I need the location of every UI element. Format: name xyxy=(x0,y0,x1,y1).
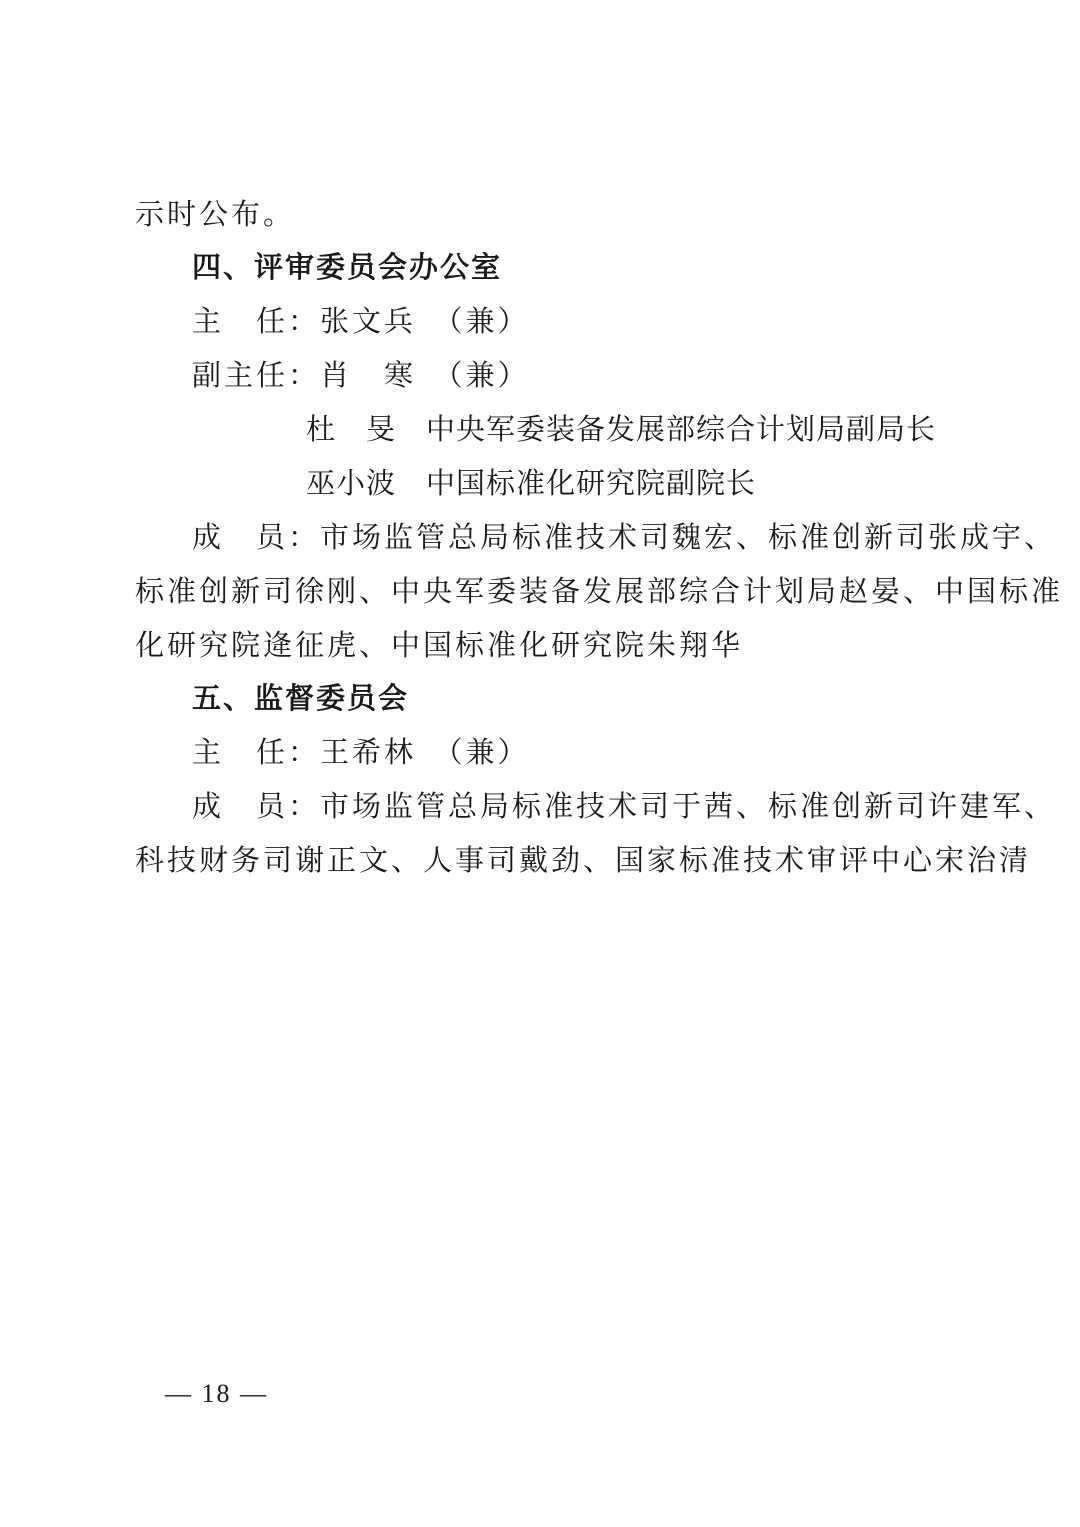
continuation-line: 示时公布。 xyxy=(135,197,296,231)
section-5-heading: 五、监督委员会 xyxy=(192,681,410,715)
section-4-deputy-1: 副主任：肖 寒 （兼） xyxy=(192,358,530,392)
section-4-members-line-3: 化研究院逄征虎、中国标准化研究院朱翔华 xyxy=(135,628,744,662)
section-5-members-line-2: 科技财务司谢正文、人事司戴劲、国家标准技术审评中心宋治清 xyxy=(135,843,1032,877)
section-4-heading: 四、评审委员会办公室 xyxy=(192,250,503,284)
section-4-director: 主 任：张文兵 （兼） xyxy=(192,304,530,338)
page-number: — 18 — xyxy=(165,1379,268,1408)
section-4-deputy-2: 杜 旻 中央军委装备发展部综合计划局副局长 xyxy=(306,412,937,446)
section-5-members-line-1: 成 员：市场监管总局标准技术司于茜、标准创新司许建军、 xyxy=(192,789,1057,823)
section-4-members-line-2: 标准创新司徐刚、中央军委装备发展部综合计划局赵晏、中国标准 xyxy=(135,574,1064,608)
section-4-members-line-1: 成 员：市场监管总局标准技术司魏宏、标准创新司张成宇、 xyxy=(192,520,1057,554)
section-5-director: 主 任：王希林 （兼） xyxy=(192,735,530,769)
section-4-deputy-3: 巫小波 中国标准化研究院副院长 xyxy=(306,466,757,500)
